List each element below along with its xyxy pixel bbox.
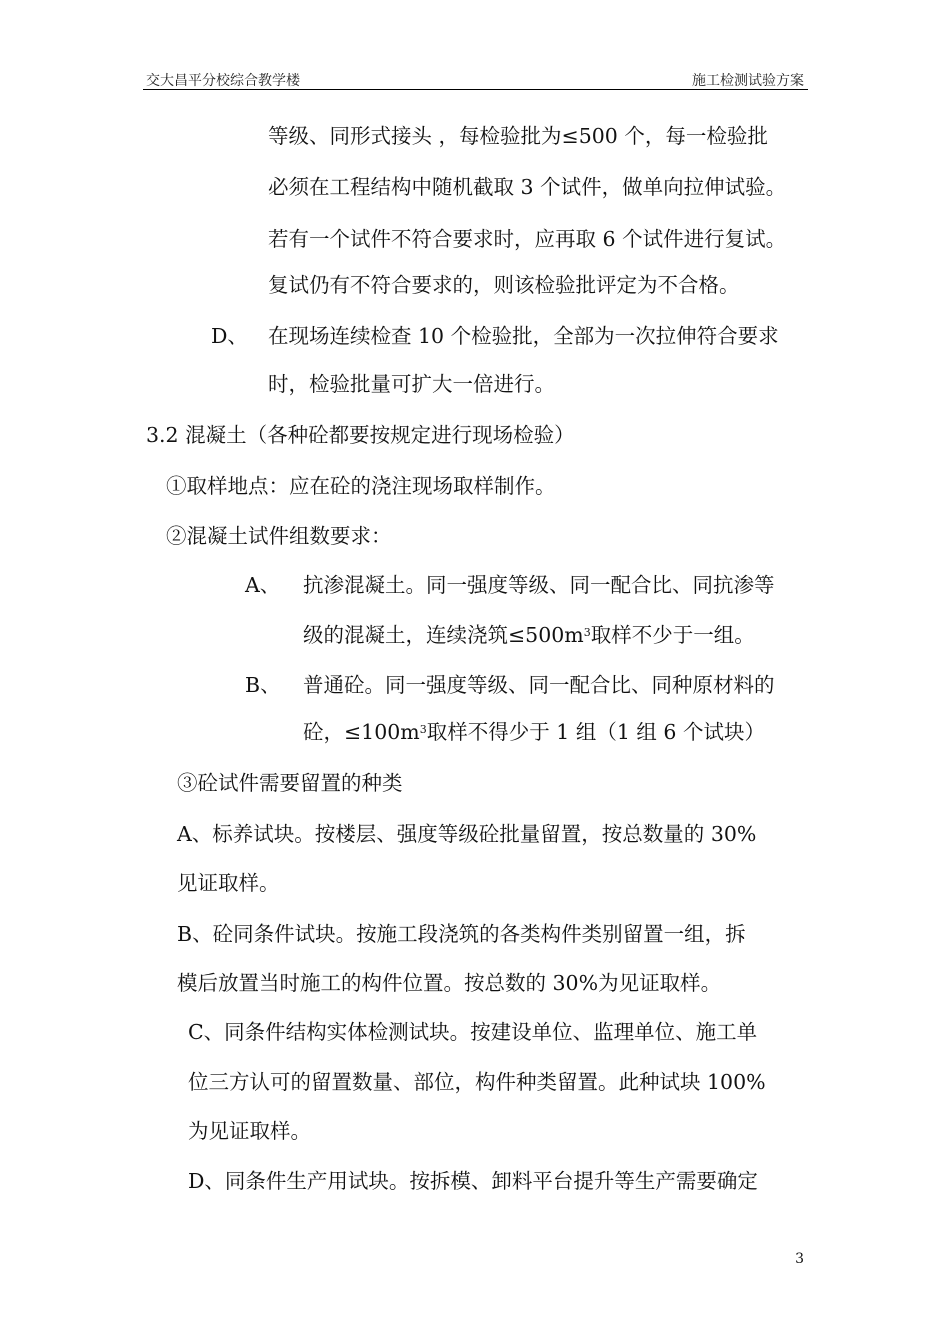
body-line: C、同条件结构实体检测试块。按建设单位、监理单位、施工单 (188, 1020, 758, 1044)
list-marker-b: B、 (245, 673, 281, 697)
body-line: 为见证取样。 (188, 1119, 311, 1143)
body-line: 位三方认可的留置数量、部位，构件种类留置。此种试块 100% (188, 1070, 766, 1094)
body-line: 普通砼。同一强度等级、同一配合比、同种原材料的 (303, 673, 775, 697)
body-line: ②混凝土试件组数要求： (166, 524, 392, 548)
list-marker-a: A、 (245, 573, 281, 597)
body-line: 必须在工程结构中随机截取 3 个试件，做单向拉伸试验。 (268, 175, 787, 199)
body-line: 在现场连续检查 10 个检验批，全部为一次拉伸符合要求 (268, 324, 779, 348)
body-line: ③砼试件需要留置的种类 (177, 771, 403, 795)
body-line: ①取样地点：应在砼的浇注现场取样制作。 (166, 474, 556, 498)
page-number: 3 (795, 1251, 804, 1267)
header-document-title: 施工检测试验方案 (692, 73, 804, 89)
body-line: 模后放置当时施工的构件位置。按总数的 30%为见证取样。 (177, 971, 722, 995)
body-line: 复试仍有不符合要求的，则该检验批评定为不合格。 (268, 273, 740, 297)
body-line: 时，检验批量可扩大一倍进行。 (268, 372, 555, 396)
body-line: 砼，$\le 100m^3$取样不得少于 1 组（1 组 6 个试块） (303, 720, 765, 744)
body-line: 抗渗混凝土。同一强度等级、同一配合比、同抗渗等 (303, 573, 775, 597)
body-line: 等级、同形式接头 ，每检验批为≤500 个，每一检验批 (268, 124, 768, 148)
body-line: D、同条件生产用试块。按拆模、卸料平台提升等生产需要确定 (188, 1169, 758, 1193)
list-marker-d: D、 (211, 324, 248, 348)
section-heading: 3.2 混凝土（各种砼都要按规定进行现场检验） (146, 423, 575, 447)
body-line: B、砼同条件试块。按施工段浇筑的各类构件类别留置一组，拆 (177, 922, 746, 946)
header-rule (143, 89, 808, 90)
body-line: 级的混凝土，连续浇筑$\le 500m^3$取样不少于一组。 (303, 623, 755, 647)
body-line: 见证取样。 (177, 871, 280, 895)
header-project-title: 交大昌平分校综合教学楼 (146, 73, 300, 89)
body-line: A、标养试块。按楼层、强度等级砼批量留置，按总数量的 30% (177, 822, 757, 846)
body-line: 若有一个试件不符合要求时，应再取 6 个试件进行复试。 (268, 227, 787, 251)
